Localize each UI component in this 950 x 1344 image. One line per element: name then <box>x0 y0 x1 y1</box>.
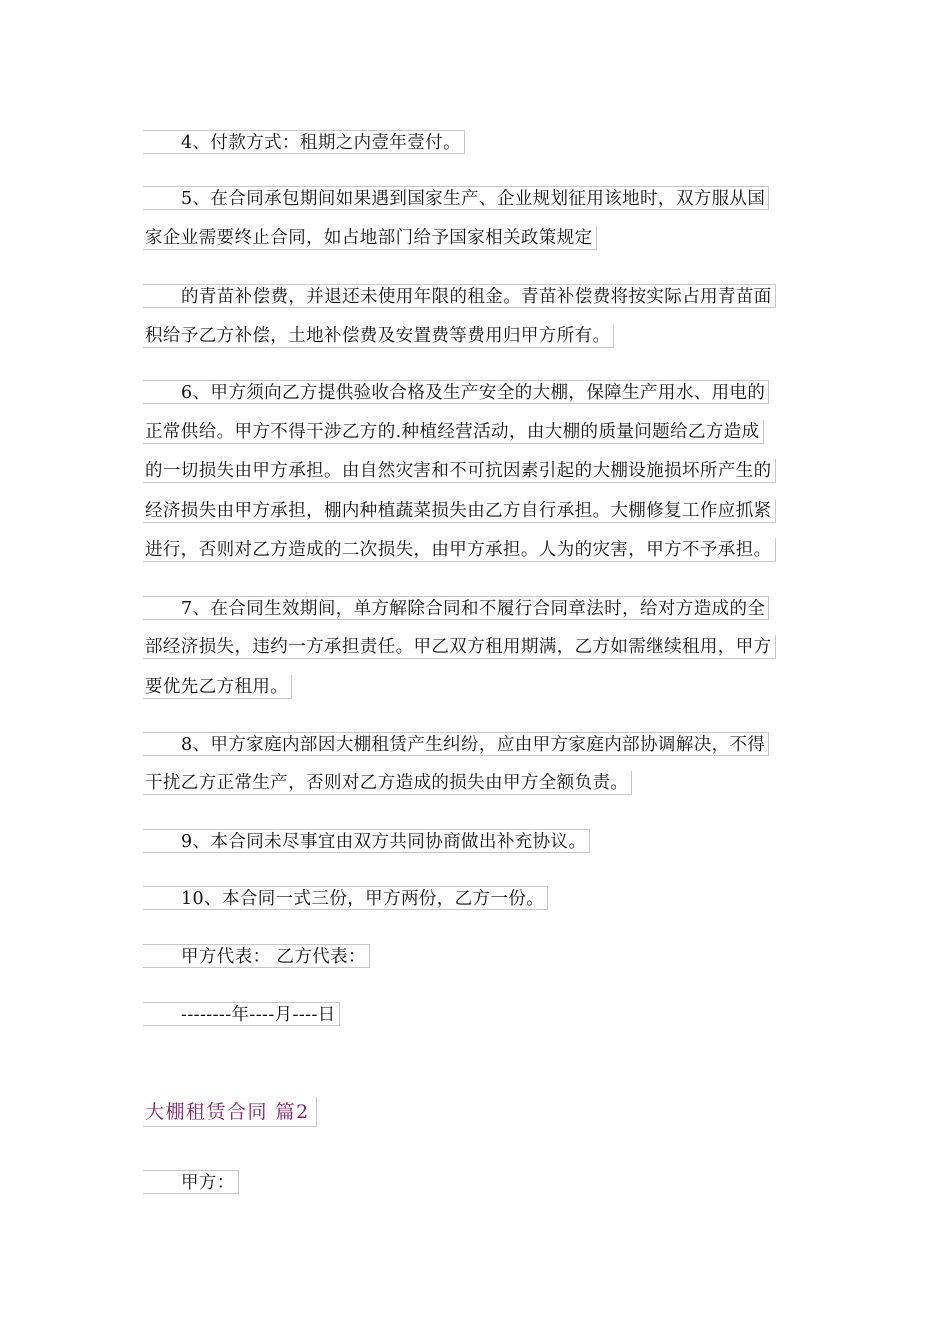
text-line: 进行，否则对乙方造成的二次损失，由甲方承担。人为的灾害，甲方不予承担。 <box>143 538 776 562</box>
text-line: 10、本合同一式三份，甲方两份，乙方一份。 <box>143 886 548 910</box>
text-line: 7、在合同生效期间，单方解除合同和不履行合同章法时，给对方造成的全 <box>143 596 769 620</box>
text-line: 经济损失由甲方承担，棚内种植蔬菜损失由乙方自行承担。大棚修复工作应抓紧 <box>143 499 776 523</box>
text-line: 正常供给。甲方不得干涉乙方的.种植经营活动，由大棚的质量问题给乙方造成 <box>143 420 764 444</box>
party-a-label: 甲方： <box>143 1170 239 1194</box>
text-line: 的一切损失由甲方承担。由自然灾害和不可抗因素引起的大棚设施损坏所产生的 <box>143 459 776 483</box>
text-line: 家企业需要终止合同，如占地部门给予国家相关政策规定 <box>143 226 597 250</box>
text-line: 干扰乙方正常生产，否则对乙方造成的损失由甲方全额负责。 <box>143 771 632 795</box>
text-line: 积给予乙方补偿，土地补偿费及安置费等费用归甲方所有。 <box>143 324 614 348</box>
text-line: 部经济损失，违约一方承担责任。甲乙双方租用期满，乙方如需继续租用，甲方 <box>143 635 776 659</box>
text-line: 6、甲方须向乙方提供验收合格及生产安全的大棚，保障生产用水、用电的 <box>143 380 769 404</box>
section-title: 大棚租赁合同 篇2 <box>143 1097 317 1127</box>
text-line: 要优先乙方租用。 <box>143 675 292 699</box>
signature-line: 甲方代表： 乙方代表： <box>143 944 370 968</box>
text-line: 4、付款方式：租期之内壹年壹付。 <box>143 130 465 154</box>
text-line: 的青苗补偿费，并退还未使用年限的租金。青苗补偿费将按实际占用青苗面 <box>143 284 776 308</box>
date-line: --------年----月----日 <box>143 1002 340 1026</box>
text-line: 5、在合同承包期间如果遇到国家生产、企业规划征用该地时，双方服从国 <box>143 186 769 210</box>
text-line: 9、本合同未尽事宜由双方共同协商做出补充协议。 <box>143 829 590 853</box>
text-line: 8、甲方家庭内部因大棚租赁产生纠纷，应由甲方家庭内部协调解决，不得 <box>143 732 769 756</box>
